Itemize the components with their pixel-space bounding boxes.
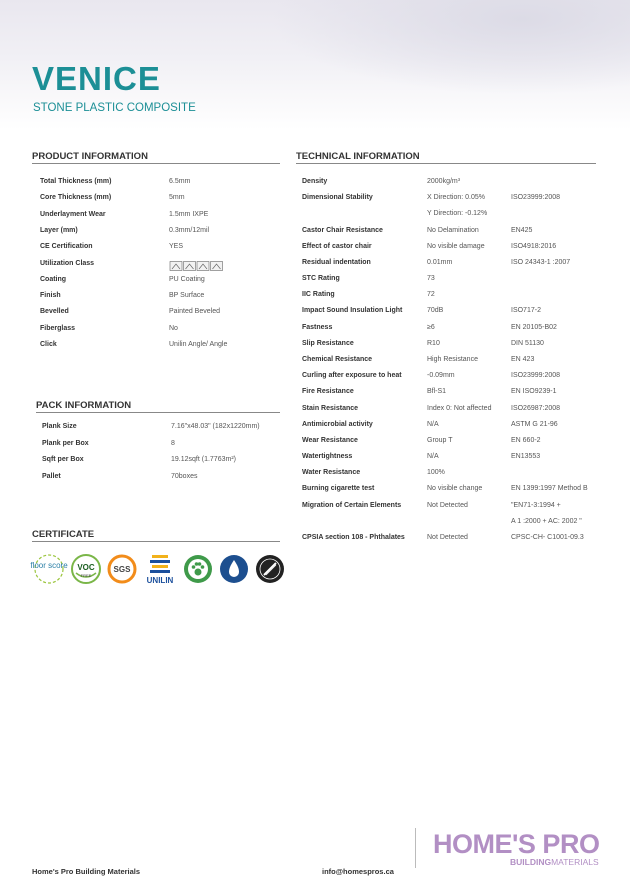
certificate-heading: CERTIFICATE: [32, 529, 280, 542]
technical-info-label: Stain Resistance: [302, 404, 359, 412]
technical-info-standard: EN 1399:1997 Method B: [511, 485, 588, 493]
svg-text:SGS: SGS: [113, 565, 131, 574]
technical-info-value: No Delamination: [427, 226, 479, 234]
svg-text:VOC: VOC: [77, 563, 95, 572]
technical-info-value: 70dB: [427, 307, 444, 315]
technical-info-standard: ISO26987:2008: [511, 404, 561, 412]
technical-info-label: Residual indentation: [302, 258, 371, 266]
product-info-value: BP Surface: [169, 292, 205, 300]
technical-info-value: Group T: [427, 436, 453, 444]
technical-info-standard: EN 20105-B02: [511, 323, 557, 331]
product-subtitle: STONE PLASTIC COMPOSITE: [33, 102, 196, 114]
technical-info-standard: "EN71-3:1994 +: [511, 501, 561, 509]
footer-divider: [415, 828, 416, 868]
voc-free-logo: [70, 553, 102, 590]
pack-info-value: 8: [171, 439, 175, 447]
technical-info-value: 2000kg/m³: [427, 178, 461, 185]
technical-info-label: Fastness: [302, 323, 333, 331]
unilin-logo: [142, 553, 178, 590]
technical-info-label: Impact Sound Insulation Light: [302, 307, 403, 315]
product-info-label: Bevelled: [40, 308, 69, 316]
technical-info-value: Bfl-S1: [427, 388, 447, 396]
product-info-label: Fiberglass: [40, 324, 76, 332]
technical-info-value: -0.09mm: [427, 372, 455, 380]
technical-info-label: Migration of Certain Elements: [302, 501, 402, 509]
header-background-glow: [270, 0, 630, 95]
technical-info-value: ≥6: [427, 323, 435, 331]
technical-info-value: R10: [427, 339, 440, 347]
technical-info-standard: EN ISO9239-1: [511, 388, 557, 396]
technical-info-label: Density: [302, 178, 328, 185]
product-info-label: Layer (mm): [40, 226, 78, 234]
product-info-value: Unilin Angle/ Angle: [169, 341, 228, 348]
svg-text:floor score: floor score: [30, 561, 68, 570]
technical-info-value: N/A: [427, 420, 439, 428]
utilization-class-icons: [169, 258, 223, 276]
product-info-label: Coating: [40, 275, 67, 283]
product-info-value: Painted Beveled: [169, 308, 220, 316]
technical-info-value: Index 0: Not affected: [427, 404, 492, 412]
technical-info-label: CPSIA section 108 - Phthalates: [302, 533, 405, 541]
technical-info-standard: A 1 :2000 + AC: 2002 ": [511, 517, 582, 525]
brand-logo: HOME'S PRO: [433, 829, 600, 859]
technical-info-value: No visible change: [427, 485, 483, 493]
technical-info-label: Wear Resistance: [302, 436, 358, 444]
pet-friendly-logo: [182, 553, 214, 590]
product-info-value: YES: [169, 243, 184, 251]
technical-info-value: Y Direction: -0.12%: [427, 210, 488, 218]
technical-info-label: Slip Resistance: [302, 339, 354, 347]
technical-info-value: 0.01mm: [427, 258, 453, 266]
technical-info-label: STC Rating: [302, 275, 340, 283]
product-info-value: PU Coating: [169, 275, 205, 283]
technical-info-standard: ISO23999:2008: [511, 194, 561, 202]
technical-info-value: Not Detected: [427, 533, 468, 541]
pack-info-label: Sqft per Box: [42, 456, 84, 464]
sgs-logo: [106, 553, 138, 590]
technical-info-value: N/A: [427, 453, 439, 461]
product-info-label: Utilization Class: [40, 259, 95, 267]
technical-info-standard: EN 423: [511, 355, 535, 363]
technical-info-label: Fire Resistance: [302, 388, 354, 396]
pack-info-value: 7.16"x48.03" (182x1220mm): [171, 423, 260, 430]
technical-info-label: IIC Rating: [302, 291, 335, 299]
footer-company-name: Home's Pro Building Materials: [32, 867, 141, 876]
technical-info-standard: ISO4918:2016: [511, 242, 557, 250]
technical-info-standard: ISO717-2: [511, 307, 541, 315]
technical-info-label: Dimensional Stability: [302, 194, 373, 202]
pack-info-label: Plank Size: [42, 423, 77, 430]
product-info-label: Click: [40, 341, 57, 348]
technical-info-value: High Resistance: [427, 355, 478, 363]
technical-info-standard: DIN 51130: [511, 339, 544, 347]
technical-info-value: 100%: [427, 469, 445, 477]
svg-text:UNILIN: UNILIN: [146, 576, 174, 585]
product-info-value: 1.5mm IXPE: [169, 210, 209, 218]
technical-info-heading: TECHNICAL INFORMATION: [296, 151, 596, 164]
technical-info-standard: EN 660-2: [511, 436, 541, 444]
technical-info-label: Water Resistance: [302, 469, 361, 477]
pack-info-label: Plank per Box: [42, 439, 89, 447]
svg-text:FREE: FREE: [80, 573, 92, 578]
technical-info-standard: ISO 24343-1 :2007: [511, 258, 571, 266]
technical-info-label: Castor Chair Resistance: [302, 226, 383, 234]
pack-info-value: 70boxes: [171, 472, 198, 480]
technical-info-standard: EN13553: [511, 453, 541, 461]
footer-email[interactable]: info@homespros.ca: [322, 867, 394, 876]
technical-info-standard: ASTM G 21-96: [511, 420, 558, 428]
product-info-heading: PRODUCT INFORMATION: [32, 151, 280, 164]
technical-info-value: No visible damage: [427, 242, 485, 250]
product-info-value: No: [169, 324, 178, 332]
technical-info-label: Curling after exposure to heat: [302, 372, 402, 380]
technical-info-value: 73: [427, 275, 435, 283]
technical-info-value: X Direction: 0.05%: [427, 194, 485, 202]
technical-info-label: Effect of castor chair: [302, 242, 372, 250]
technical-info-standard: EN425: [511, 226, 533, 234]
waterproof-logo: [218, 553, 250, 590]
product-info-value: 0.3mm/12mil: [169, 226, 210, 234]
technical-info-label: Chemical Resistance: [302, 355, 373, 363]
product-info-label: Total Thickness (mm): [40, 178, 112, 185]
pack-info-heading: PACK INFORMATION: [36, 400, 280, 413]
product-info-label: Finish: [40, 292, 61, 300]
product-title: VENICE: [32, 60, 161, 97]
technical-info-label: Burning cigarette test: [302, 485, 375, 493]
technical-info-standard: CPSC-CH- C1001-09.3: [511, 533, 584, 541]
product-info-value: 5mm: [169, 194, 185, 202]
pack-info-label: Pallet: [42, 472, 61, 480]
technical-info-value: Not Detected: [427, 501, 468, 509]
product-info-label: Core Thickness (mm): [40, 194, 112, 202]
product-info-label: Underlayment Wear: [40, 210, 106, 218]
technical-info-value: 72: [427, 291, 435, 299]
product-info-label: CE Certification: [40, 243, 93, 251]
technical-info-label: Antimicrobial activity: [302, 420, 373, 428]
pack-info-value: 19.12sqft (1.7763m²): [171, 456, 236, 464]
technical-info-label: Watertightness: [302, 453, 353, 461]
brand-logo-subtitle: BUILDINGMATERIALS: [510, 857, 599, 867]
scratch-resistant-logo: [254, 553, 286, 590]
floorscore-logo: [30, 553, 68, 590]
product-info-value: 6.5mm: [169, 178, 191, 185]
technical-info-standard: ISO23999:2008: [511, 372, 561, 380]
